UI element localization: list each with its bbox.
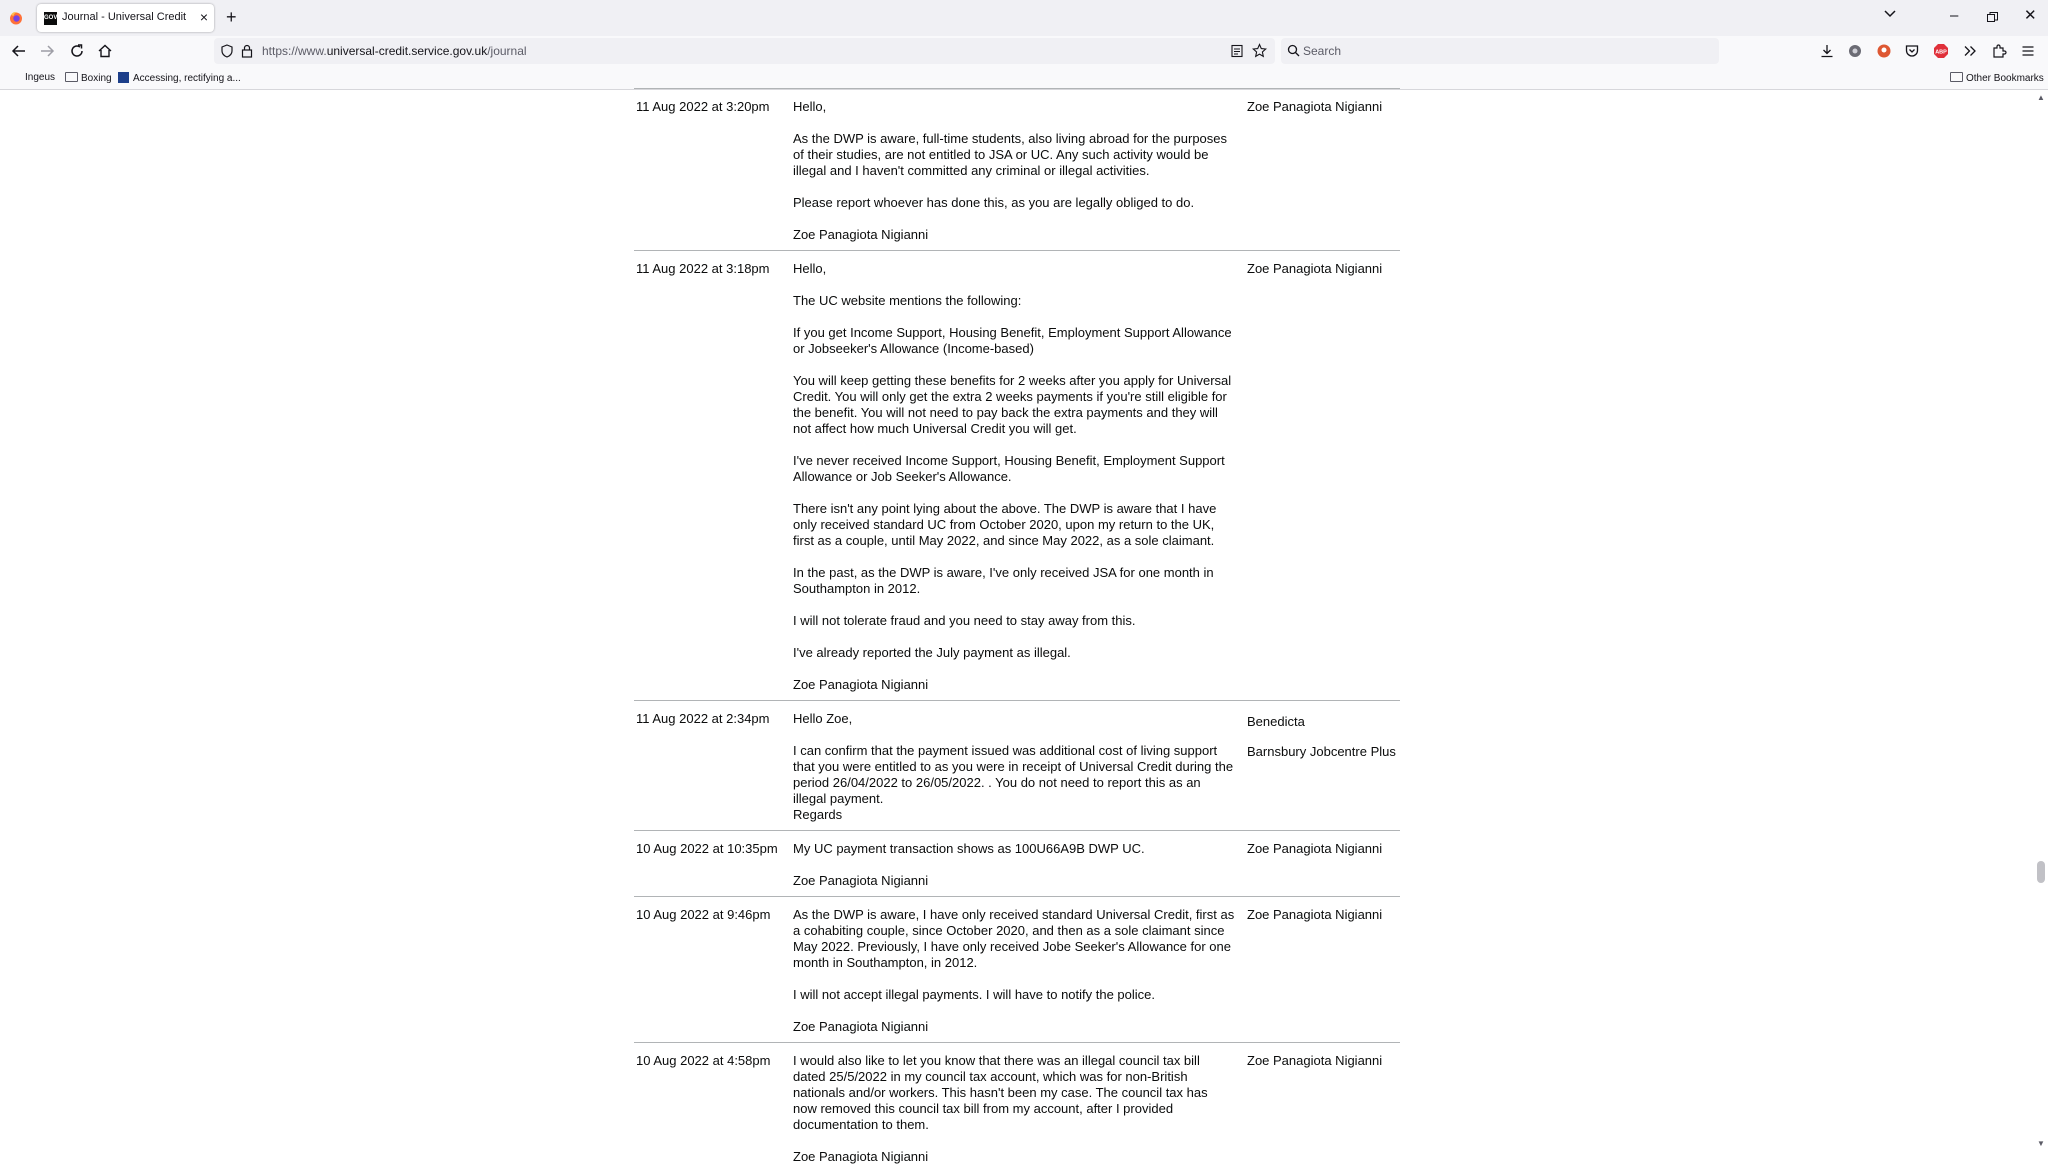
bookmark-folder-boxing[interactable]: [65, 72, 112, 84]
downloads-icon[interactable]: [1819, 43, 1835, 59]
entry-author: [1247, 907, 1397, 937]
page-viewport: [0, 90, 2034, 1164]
reader-view-icon[interactable]: [1230, 44, 1244, 58]
other-bookmarks[interactable]: [1950, 72, 2044, 84]
message-paragraph: The UC website mentions the following:: [793, 293, 1022, 308]
minimize-icon[interactable]: –: [1950, 7, 1959, 24]
search-icon: [1287, 44, 1300, 57]
pocket-icon[interactable]: [1904, 43, 1920, 59]
new-tab-icon[interactable]: +: [226, 7, 237, 27]
author-line: Benedicta: [1247, 714, 1305, 729]
author-line: Zoe Panagiota Nigianni: [1247, 1053, 1383, 1068]
message-paragraph: You will keep getting these benefits for 2 weeks after you apply for Universal Credit. You will only get the extra 2 weeks payments if you're still eligible for the benefit. You will not need to pay back the extra payments and they will not affect how much Universal Credit you will get.: [793, 373, 1232, 436]
svg-text:ABP: ABP: [1935, 49, 1947, 56]
journal-entry-row: [634, 700, 1400, 830]
author-line: Zoe Panagiota Nigianni: [1247, 99, 1383, 114]
bookmark-star-icon[interactable]: [1252, 43, 1267, 58]
journal-table: [634, 88, 1400, 1172]
entry-date: 10 Aug 2022 at 4:58pm: [636, 1053, 771, 1068]
message-paragraph: I will not accept illegal payments. I will have to notify the police.: [793, 987, 1156, 1002]
journal-entry-row: [634, 830, 1400, 896]
search-bar[interactable]: [1281, 38, 1719, 64]
scroll-down-arrow-icon[interactable]: ▼: [2037, 1139, 2045, 1148]
entry-date: 10 Aug 2022 at 9:46pm: [636, 907, 771, 922]
message-paragraph: Hello,: [793, 99, 827, 114]
entry-date: 11 Aug 2022 at 3:20pm: [636, 99, 770, 114]
bookmark-label: Boxing: [81, 73, 112, 84]
message-paragraph: I would also like to let you know that there was an illegal council tax bill dated 25/5/2022 in my council tax account, which was for non-British nationals and/or workers. This hasn't been my case. The council tax has now removed this council tax bill from my account, after I provided documentation to them.: [793, 1053, 1208, 1132]
tab-journal[interactable]: [37, 4, 214, 32]
folder-icon: [1950, 72, 1963, 82]
entry-author: [1247, 261, 1397, 291]
entry-message: [793, 701, 1235, 830]
message-paragraph: Zoe Panagiota Nigianni: [793, 1019, 929, 1034]
entry-author: [1247, 711, 1397, 774]
forward-icon[interactable]: [38, 42, 56, 60]
message-paragraph: Zoe Panagiota Nigianni: [793, 677, 929, 692]
message-paragraph: I can confirm that the payment issued was additional cost of living support that you were entitled to as you were in receipt of Universal Credit during the period 26/04/2022 to 26/05/2022. . You do not need to report this as an illegal payment. Regards: [793, 743, 1234, 822]
message-paragraph: Zoe Panagiota Nigianni: [793, 227, 929, 242]
scrollbar-thumb[interactable]: [2037, 861, 2045, 883]
url-prefix: https://www.: [262, 44, 327, 58]
vertical-scrollbar[interactable]: [2034, 90, 2048, 1152]
bookmark-label: Accessing, rectifying a...: [133, 73, 241, 84]
close-window-icon[interactable]: ✕: [2024, 7, 2037, 24]
lock-icon[interactable]: [241, 44, 253, 58]
entry-message: [793, 1043, 1235, 1172]
extension-globe-icon[interactable]: [1847, 43, 1863, 59]
message-paragraph: I've already reported the July payment as illegal.: [793, 645, 1071, 660]
menu-hamburger-icon[interactable]: [2020, 43, 2036, 59]
message-paragraph: I've never received Income Support, Housing Benefit, Employment Support Allowance or Job Seeker's Allowance.: [793, 453, 1225, 484]
site-favicon-icon: [118, 72, 129, 83]
author-line: Zoe Panagiota Nigianni: [1247, 261, 1383, 276]
tracking-protection-shield-icon[interactable]: [220, 44, 234, 58]
entry-date: 11 Aug 2022 at 2:34pm: [636, 711, 770, 726]
author-line: Barnsbury Jobcentre Plus: [1247, 744, 1396, 759]
message-paragraph: My UC payment transaction shows as 100U66A9B DWP UC.: [793, 841, 1145, 856]
bookmark-ingeus[interactable]: Ingeus: [25, 72, 56, 83]
govuk-favicon-icon: GOV: [44, 12, 57, 25]
navigation-toolbar: [0, 36, 2048, 66]
message-paragraph: There isn't any point lying about the above. The DWP is aware that I have only received standard UC from October 2020, upon my return to the UK, first as a couple, until May 2022, and since May 2022, as a sole claimant.: [793, 501, 1217, 548]
bookmarks-toolbar: [0, 66, 2048, 90]
entry-author: [1247, 841, 1397, 871]
restore-icon[interactable]: [1987, 12, 1998, 23]
search-placeholder: Search: [1303, 44, 1342, 58]
folder-icon: [65, 72, 78, 82]
message-paragraph: Zoe Panagiota Nigianni: [793, 873, 929, 888]
url-host: universal-credit.service.gov.uk: [326, 44, 488, 58]
entry-message: [793, 831, 1235, 896]
scroll-up-arrow-icon[interactable]: ▲: [2037, 93, 2045, 102]
message-paragraph: In the past, as the DWP is aware, I've only received JSA for one month in Southampton in 2012.: [793, 565, 1214, 596]
entry-message: [793, 89, 1235, 250]
message-paragraph: As the DWP is aware, full-time students, also living abroad for the purposes of their studies, are not entitled to JSA or UC. Any such activity would be illegal and I haven't committed any criminal or illegal activities.: [793, 131, 1228, 178]
journal-entry-row: [634, 88, 1400, 250]
home-icon[interactable]: [96, 42, 114, 60]
author-line: Zoe Panagiota Nigianni: [1247, 841, 1383, 856]
back-icon[interactable]: [10, 42, 28, 60]
message-paragraph: Hello Zoe,: [793, 711, 853, 726]
bookmark-accessing[interactable]: [118, 72, 241, 84]
more-tools-chevron-icon[interactable]: [1962, 43, 1978, 59]
message-paragraph: I will not tolerate fraud and you need to stay away from this.: [793, 613, 1136, 628]
journal-entry-row: [634, 896, 1400, 1042]
tab-strip: [0, 0, 2048, 36]
message-paragraph: Hello,: [793, 261, 827, 276]
entry-message: [793, 897, 1235, 1042]
entry-message: [793, 251, 1235, 700]
entry-date: 10 Aug 2022 at 10:35pm: [636, 841, 778, 856]
author-line: Zoe Panagiota Nigianni: [1247, 907, 1383, 922]
url-path: /journal: [487, 44, 527, 58]
message-paragraph: If you get Income Support, Housing Benefit, Employment Support Allowance or Jobseeker's Allowance (Income-based): [793, 325, 1232, 356]
message-paragraph: Zoe Panagiota Nigianni: [793, 1149, 929, 1164]
journal-entry-row: [634, 250, 1400, 700]
message-paragraph: As the DWP is aware, I have only received standard Universal Credit, first as a cohabiting couple, since October 2020, and then as a sole claimant since May 2022. Previously, I have only received Jobe Seeker's Allowance for one month in Southampton, in 2012.: [793, 907, 1235, 970]
reload-icon[interactable]: [68, 42, 86, 60]
entry-date: 11 Aug 2022 at 3:18pm: [636, 261, 770, 276]
other-bookmarks-label: Other Bookmarks: [1966, 73, 2044, 84]
list-all-tabs-icon[interactable]: [1884, 9, 1896, 19]
extensions-puzzle-icon[interactable]: [1991, 43, 2007, 59]
message-paragraph: Please report whoever has done this, as you are legally obliged to do.: [793, 195, 1195, 210]
address-bar[interactable]: [214, 38, 1275, 64]
entry-author: [1247, 99, 1397, 129]
entry-author: [1247, 1053, 1397, 1083]
close-tab-icon[interactable]: ×: [199, 9, 208, 25]
tab-title: Journal - Universal Credit: [62, 11, 187, 23]
adblock-plus-icon[interactable]: [1933, 43, 1949, 59]
duckduckgo-extension-icon[interactable]: [1876, 43, 1892, 59]
url-text[interactable]: [262, 44, 527, 58]
journal-entry-row: [634, 1042, 1400, 1172]
firefox-logo-icon: [9, 11, 23, 25]
